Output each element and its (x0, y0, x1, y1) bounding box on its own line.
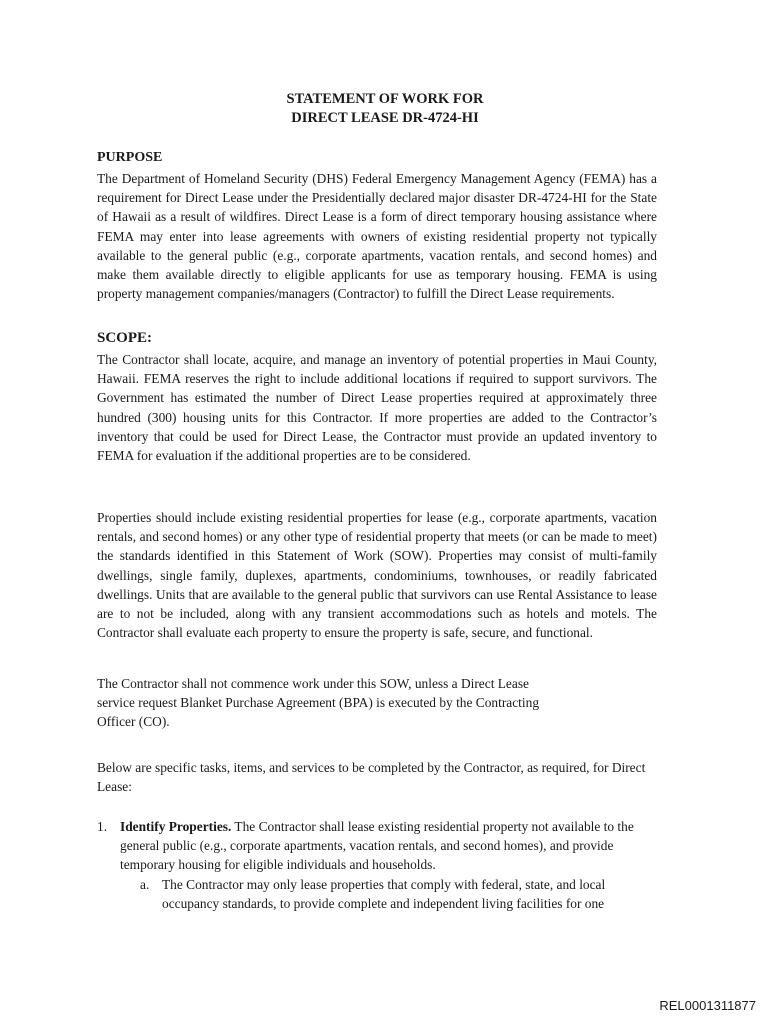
scope-paragraph-3-line-3: Officer (CO). (97, 714, 170, 730)
scope-heading: SCOPE: (97, 330, 153, 346)
list-item-1-body (120, 817, 657, 875)
list-item-1a-letter: a. (140, 877, 150, 892)
scope-paragraph-1: The Contractor shall locate, acquire, and manage an inventory of potential properties in Maui County, Hawaii. FEMA reserves the right to include additional locations if required to support survivors. The Government has estimated the number of Direct Lease properties required at approximately three hundred (300) housing units for this Contractor. If more properties are added to the Contractor’s inventory that could be used for Direct Lease, the Contractor must provide an updated inventory to FEMA for evaluation if the additional properties are to be considered. (97, 352, 657, 464)
purpose-heading: PURPOSE (97, 150, 163, 165)
document-title (0, 90, 770, 128)
scope-paragraph-3-line-1: The Contractor shall not commence work under this SOW, unless a Direct Lease (97, 676, 529, 691)
list-item-1-number: 1. (97, 819, 108, 834)
bates-number: REL0001311877 (659, 998, 756, 1013)
scope-paragraph-3-line-2: service request Blanket Purchase Agreement (BPA) is executed by the Contracting (97, 695, 540, 711)
scope-paragraph-3 (97, 674, 657, 732)
list-item-1-text: The Contractor shall lease existing residential property not available to the general public (e.g., corporate apartments, vacation rentals, and second homes), and provide temporary housing for eligible individuals and households. (120, 819, 634, 873)
title-line-2: DIRECT LEASE DR-4724-HI (291, 110, 479, 126)
list-item-1a-text: The Contractor may only lease properties that comply with federal, state, and local occupancy standards, to provide complete and independent living facilities for one (162, 877, 606, 912)
purpose-paragraph: The Department of Homeland Security (DHS) Federal Emergency Management Agency (FEMA) has a requirement for Direct Lease under the Presidentially declared major disaster DR-4724-HI for the State of Hawaii as a result of wildfires. Direct Lease is a form of direct temporary housing assistance where FEMA may enter into lease agreements with owners of existing residential property not typically available to the general public (e.g., corporate apartments, vacation rentals, and second homes) and make them available directly to eligible applicants for use as temporary housing. FEMA is using property management companies/managers (Contractor) to fulfill the Direct Lease requirements. (97, 171, 657, 302)
list-item-1-heading: Identify Properties. (120, 819, 232, 834)
scope-paragraph-4: Below are specific tasks, items, and services to be completed by the Contractor, as required, for Direct Lease: (97, 760, 646, 795)
scope-paragraph-2: Properties should include existing residential properties for lease (e.g., corporate apartments, vacation rentals, and second homes) or any other type of residential property that meets (or can be made to meet) the standards identified in this Statement of Work (SOW). Properties may consist of multi-family dwellings, single family, duplexes, apartments, condominiums, townhouses, or readily fabricated dwellings. Units that are available to the general public that survivors can use Rental Assistance to lease are to not be included, along with any transient accommodations such as hotels and motels. The Contractor shall evaluate each property to ensure the property is safe, secure, and functional. (97, 510, 657, 641)
title-line-1: STATEMENT OF WORK FOR (286, 91, 484, 107)
